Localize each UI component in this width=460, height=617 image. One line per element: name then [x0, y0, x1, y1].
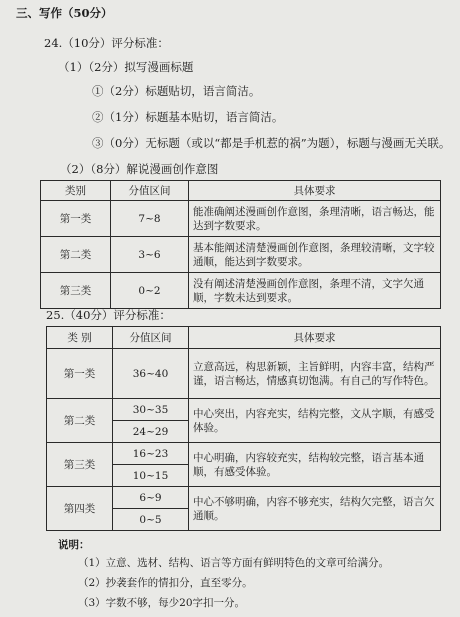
- category-cell: 第二类: [47, 399, 113, 443]
- range-cell: 3~6: [111, 237, 189, 273]
- column-header: 分值区间: [113, 327, 189, 349]
- q24-rubric-table: [40, 180, 441, 309]
- requirement-cell: 中心明确，内容较充实，结构较完整，语言基本通顺，有感受体验。: [189, 443, 441, 487]
- category-cell: 第四类: [47, 487, 113, 531]
- note-item: （3）字数不够，每少20字扣一分。: [78, 597, 246, 609]
- range-cell: 7~8: [111, 201, 189, 237]
- column-header: 分值区间: [111, 181, 189, 201]
- range-cell: 36~40: [113, 349, 189, 399]
- q24-heading: 24.（10分）评分标准：: [44, 36, 169, 50]
- range-cell: 0~2: [111, 273, 189, 309]
- category-cell: 第一类: [47, 349, 113, 399]
- category-cell: 第二类: [41, 237, 111, 273]
- requirement-cell: 没有阐述清楚漫画创作意图，条理不清，文字欠通顺，字数未达到要求。: [189, 273, 441, 309]
- column-header: 类 别: [47, 327, 113, 349]
- range-cell: 0~5: [113, 509, 189, 531]
- range-cell: 24~29: [113, 421, 189, 443]
- note-item: （1）立意、选材、结构、语言等方面有鲜明特色的文章可给满分。: [78, 557, 390, 569]
- range-cell: 16~23: [113, 443, 189, 465]
- range-cell: 30~35: [113, 399, 189, 421]
- category-cell: 第一类: [41, 201, 111, 237]
- column-header: 类别: [41, 181, 111, 201]
- column-header: 具体要求: [189, 181, 441, 201]
- requirement-cell: 能准确阐述漫画创作意图，条理清晰，语言畅达，能达到字数要求。: [189, 201, 441, 237]
- q25-rubric-table: [46, 326, 441, 531]
- q24-part2-heading: （2）（8分）解说漫画创作意图: [60, 162, 219, 176]
- note-item: （2）抄袭套作的情扣分，直至零分。: [78, 577, 253, 589]
- column-header: 具体要求: [189, 327, 441, 349]
- q24-part1-item-3: ③（0分）无标题（或以“都是手机惹的祸”为题），标题与漫画无关联。: [92, 136, 451, 150]
- section-title: 三、写作（50分）: [16, 6, 113, 20]
- notes-title: 说明：: [58, 539, 90, 551]
- category-cell: 第三类: [41, 273, 111, 309]
- q24-part1-item-2: ②（1分）标题基本贴切，语言简洁。: [92, 110, 284, 124]
- requirement-cell: 中心不够明确，内容不够充实，结构欠完整，语言欠通顺。: [189, 487, 441, 531]
- requirement-cell: 中心突出，内容充实，结构完整，文从字顺，有感受体验。: [189, 399, 441, 443]
- q25-heading: 25.（40分）评分标准：: [46, 308, 171, 322]
- category-cell: 第三类: [47, 443, 113, 487]
- requirement-cell: 立意高远，构思新颖，主旨鲜明，内容丰富，结构严谨，语言畅达，情感真切饱满。有自己的写作特色。: [189, 349, 441, 399]
- range-cell: 6~9: [113, 487, 189, 509]
- range-cell: 10~15: [113, 465, 189, 487]
- q24-part1-heading: （1）（2分）拟写漫画标题: [58, 60, 194, 74]
- requirement-cell: 基本能阐述清楚漫画创作意图，条理较清晰，文字较通顺，能达到字数要求。: [189, 237, 441, 273]
- q24-part1-item-1: ①（2分）标题贴切，语言简洁。: [92, 84, 261, 98]
